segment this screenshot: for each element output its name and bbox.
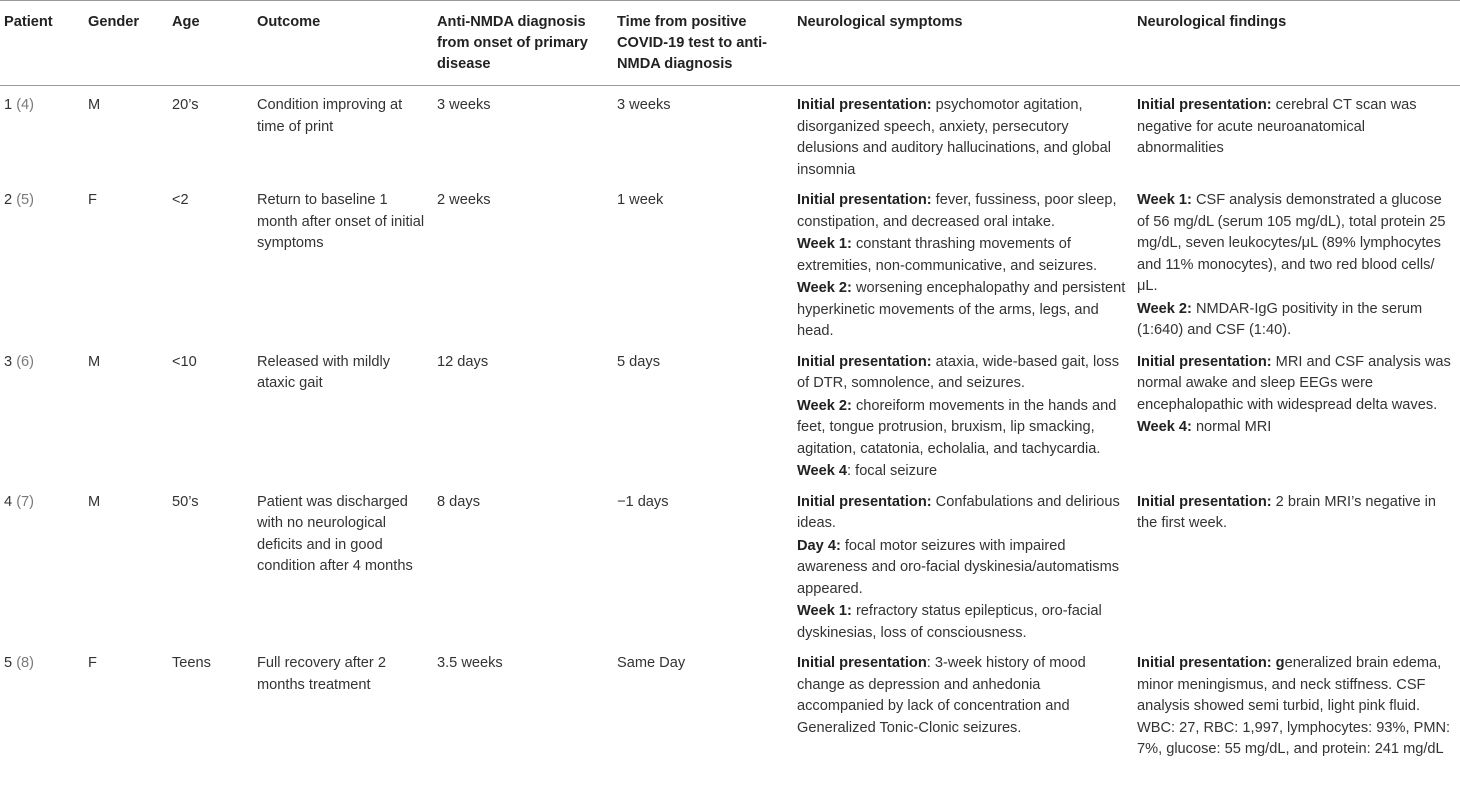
reference-link: (7) <box>16 493 35 510</box>
table-row <box>0 483 1460 645</box>
col-header-time-from-test: Time from positive COVID-19 test to anti-NMDA diagnosis <box>613 1 793 86</box>
paragraph-text: CSF analysis demonstrated a glucose of 56 mg/dL (serum 105 mg/dL), total protein 25 mg/dL, seven leukocytes/μL (89% lymphocytes and 11% monocytes), and two red blood cells/μL. <box>1137 192 1446 294</box>
cell-symptoms <box>793 483 1133 645</box>
paragraph-label: Initial presentation: <box>797 353 932 370</box>
paragraph-text: : 3-week history of mood change as depression and anhedonia accompanied by lack of concentration and Generalized Tonic-Clonic seizures. <box>797 655 1086 736</box>
paragraph-text: : focal seizure <box>847 463 938 479</box>
findings-paragraph <box>1137 352 1454 417</box>
cell-anti-nmda: 3 weeks <box>437 97 491 113</box>
cell-symptoms <box>793 86 1133 182</box>
symptoms-paragraph <box>797 278 1127 343</box>
cell-findings <box>1133 181 1460 343</box>
cell-time-from-test: 5 days <box>617 353 660 370</box>
symptoms-paragraph <box>797 95 1127 181</box>
symptoms-paragraph <box>797 234 1127 277</box>
symptoms-paragraph <box>797 536 1127 601</box>
cell-age: <2 <box>172 192 189 208</box>
cell-outcome: Released with mildly ataxic gait <box>257 353 391 391</box>
cell-gender: M <box>88 353 101 370</box>
table-row <box>0 181 1460 343</box>
symptoms-paragraph <box>797 461 1127 483</box>
paragraph-label: Initial presentation: <box>797 97 932 113</box>
reference-link: (6) <box>16 353 35 370</box>
paragraph-text: focal motor seizures with impaired awareness and oro-facial dyskinesia/automatisms appeared. <box>797 537 1120 597</box>
paragraph-label: Day 4: <box>797 537 841 554</box>
paragraph-label: Week 2: <box>1137 300 1192 317</box>
header-row <box>0 1 1460 86</box>
paragraph-text: ataxia, wide-based gait, loss of DTR, somnolence, and seizures. <box>797 353 1119 391</box>
cell-patient <box>0 181 84 343</box>
paragraph-label: Initial presentation: <box>1137 493 1272 510</box>
reference-link: (8) <box>16 655 35 671</box>
paragraph-text: eneralized brain edema, minor meningismus, and neck stiffness. CSF analysis showed semi turbid, light pink fluid. WBC: 27, RBC: 1,997, lymphocytes: 93%, PMN: 7%, glucose: 55 mg/dL, and protein: 241 mg/dL <box>1137 655 1451 757</box>
cell-outcome: Condition improving at time of print <box>257 97 403 135</box>
findings-paragraph <box>1137 492 1454 535</box>
cell-symptoms <box>793 181 1133 343</box>
paragraph-text: MRI and CSF analysis was normal awake and sleep EEGs were encephalopathic with widespread delta waves. <box>1137 353 1451 413</box>
paragraph-text: NMDAR-IgG positivity in the serum (1:640) and CSF (1:40). <box>1137 300 1423 338</box>
findings-paragraph <box>1137 417 1454 439</box>
paragraph-text: worsening encephalopathy and persistent hyperkinetic movements of the arms, legs, and head. <box>797 280 1126 339</box>
cell-gender: M <box>88 493 101 510</box>
paragraph-text: cerebral CT scan was negative for acute neuroanatomical abnormalities <box>1137 97 1417 156</box>
paragraph-label: Week 1: <box>797 236 852 252</box>
table-body <box>0 86 1460 765</box>
cell-findings <box>1133 644 1460 765</box>
cell-anti-nmda: 12 days <box>437 353 489 370</box>
cell-anti-nmda: 2 weeks <box>437 192 491 208</box>
col-header-gender: Gender <box>84 1 168 86</box>
paragraph-label: Initial presentation: <box>797 192 932 208</box>
col-header-outcome: Outcome <box>253 1 433 86</box>
table-row <box>0 644 1460 765</box>
cell-patient <box>0 86 84 182</box>
reference-link: (5) <box>16 192 35 208</box>
cell-gender: F <box>88 192 97 208</box>
cell-age: 20’s <box>172 97 199 113</box>
symptoms-paragraph <box>797 190 1127 233</box>
paragraph-label: Initial presentation: g <box>1137 655 1285 671</box>
patient-number: 4 <box>4 493 13 510</box>
paragraph-label: Week 1: <box>797 603 852 619</box>
paragraph-label: Initial presentation: <box>1137 97 1272 113</box>
cell-findings <box>1133 483 1460 645</box>
cell-time-from-test: Same Day <box>617 655 686 671</box>
cell-time-from-test: 3 weeks <box>617 97 671 113</box>
cell-symptoms <box>793 343 1133 483</box>
paragraph-text: Confabulations and delirious ideas. <box>797 493 1120 531</box>
cell-symptoms <box>793 644 1133 765</box>
cell-age: Teens <box>172 655 211 671</box>
patient-number: 3 <box>4 353 13 370</box>
col-header-anti-nmda: Anti-NMDA diagnosis from onset of primary disease <box>433 1 613 86</box>
cell-outcome: Full recovery after 2 months treatment <box>257 655 386 693</box>
col-header-patient: Patient <box>0 1 84 86</box>
cell-anti-nmda: 8 days <box>437 493 480 510</box>
cell-age: 50’s <box>172 493 199 510</box>
symptoms-paragraph <box>797 396 1127 461</box>
table-row <box>0 343 1460 483</box>
cell-gender: F <box>88 655 97 671</box>
paragraph-text: constant thrashing movements of extremities, non-communicative, and seizures. <box>797 236 1098 274</box>
paragraph-label: Initial presentation: <box>1137 353 1272 370</box>
paragraph-text: fever, fussiness, poor sleep, constipation, and decreased oral intake. <box>797 192 1117 230</box>
cell-patient <box>0 644 84 765</box>
findings-paragraph <box>1137 190 1454 298</box>
col-header-findings: Neurological findings <box>1133 1 1460 86</box>
cell-outcome: Patient was discharged with no neurological deficits and in good condition after 4 months <box>257 493 413 574</box>
paragraph-text: psychomotor agitation, disorganized speech, anxiety, persecutory delusions and auditory hallucinations, and global insomnia <box>797 97 1111 178</box>
cell-time-from-test: −1 days <box>617 493 669 510</box>
cell-anti-nmda: 3.5 weeks <box>437 655 503 671</box>
cell-age: <10 <box>172 353 197 370</box>
paragraph-label: Week 2: <box>797 280 852 296</box>
col-header-symptoms: Neurological symptoms <box>793 1 1133 86</box>
paragraph-label: Initial presentation <box>797 655 927 671</box>
symptoms-paragraph <box>797 653 1127 739</box>
findings-paragraph <box>1137 299 1454 342</box>
cell-findings <box>1133 343 1460 483</box>
cell-findings <box>1133 86 1460 182</box>
patient-number: 2 <box>4 192 13 208</box>
cell-gender: M <box>88 97 101 113</box>
reference-link: (4) <box>16 97 35 113</box>
findings-paragraph <box>1137 95 1454 160</box>
paragraph-label: Initial presentation: <box>797 493 932 510</box>
table-row <box>0 86 1460 182</box>
patient-number: 1 <box>4 97 13 113</box>
paragraph-label: Week 4 <box>797 463 848 479</box>
paragraph-label: Week 1: <box>1137 192 1192 208</box>
cell-patient <box>0 343 84 483</box>
paragraph-label: Week 4: <box>1137 419 1192 435</box>
paragraph-label: Week 2: <box>797 397 852 414</box>
paragraph-text: choreiform movements in the hands and feet, tongue protrusion, bruxism, lip smacking, agitation, catatonia, echolalia, and tachycardia. <box>797 397 1117 457</box>
paragraph-text: normal MRI <box>1191 419 1272 435</box>
symptoms-paragraph <box>797 352 1127 395</box>
cell-outcome: Return to baseline 1 month after onset of initial symptoms <box>257 192 425 251</box>
symptoms-paragraph <box>797 492 1127 535</box>
cell-patient <box>0 483 84 645</box>
paragraph-text: 2 brain MRI’s negative in the first week. <box>1137 493 1437 531</box>
findings-paragraph <box>1137 653 1454 761</box>
col-header-age: Age <box>168 1 253 86</box>
symptoms-paragraph <box>797 601 1127 644</box>
paragraph-text: refractory status epilepticus, oro-facial dyskinesias, loss of consciousness. <box>797 603 1102 641</box>
cell-time-from-test: 1 week <box>617 192 664 208</box>
patient-number: 5 <box>4 655 13 671</box>
